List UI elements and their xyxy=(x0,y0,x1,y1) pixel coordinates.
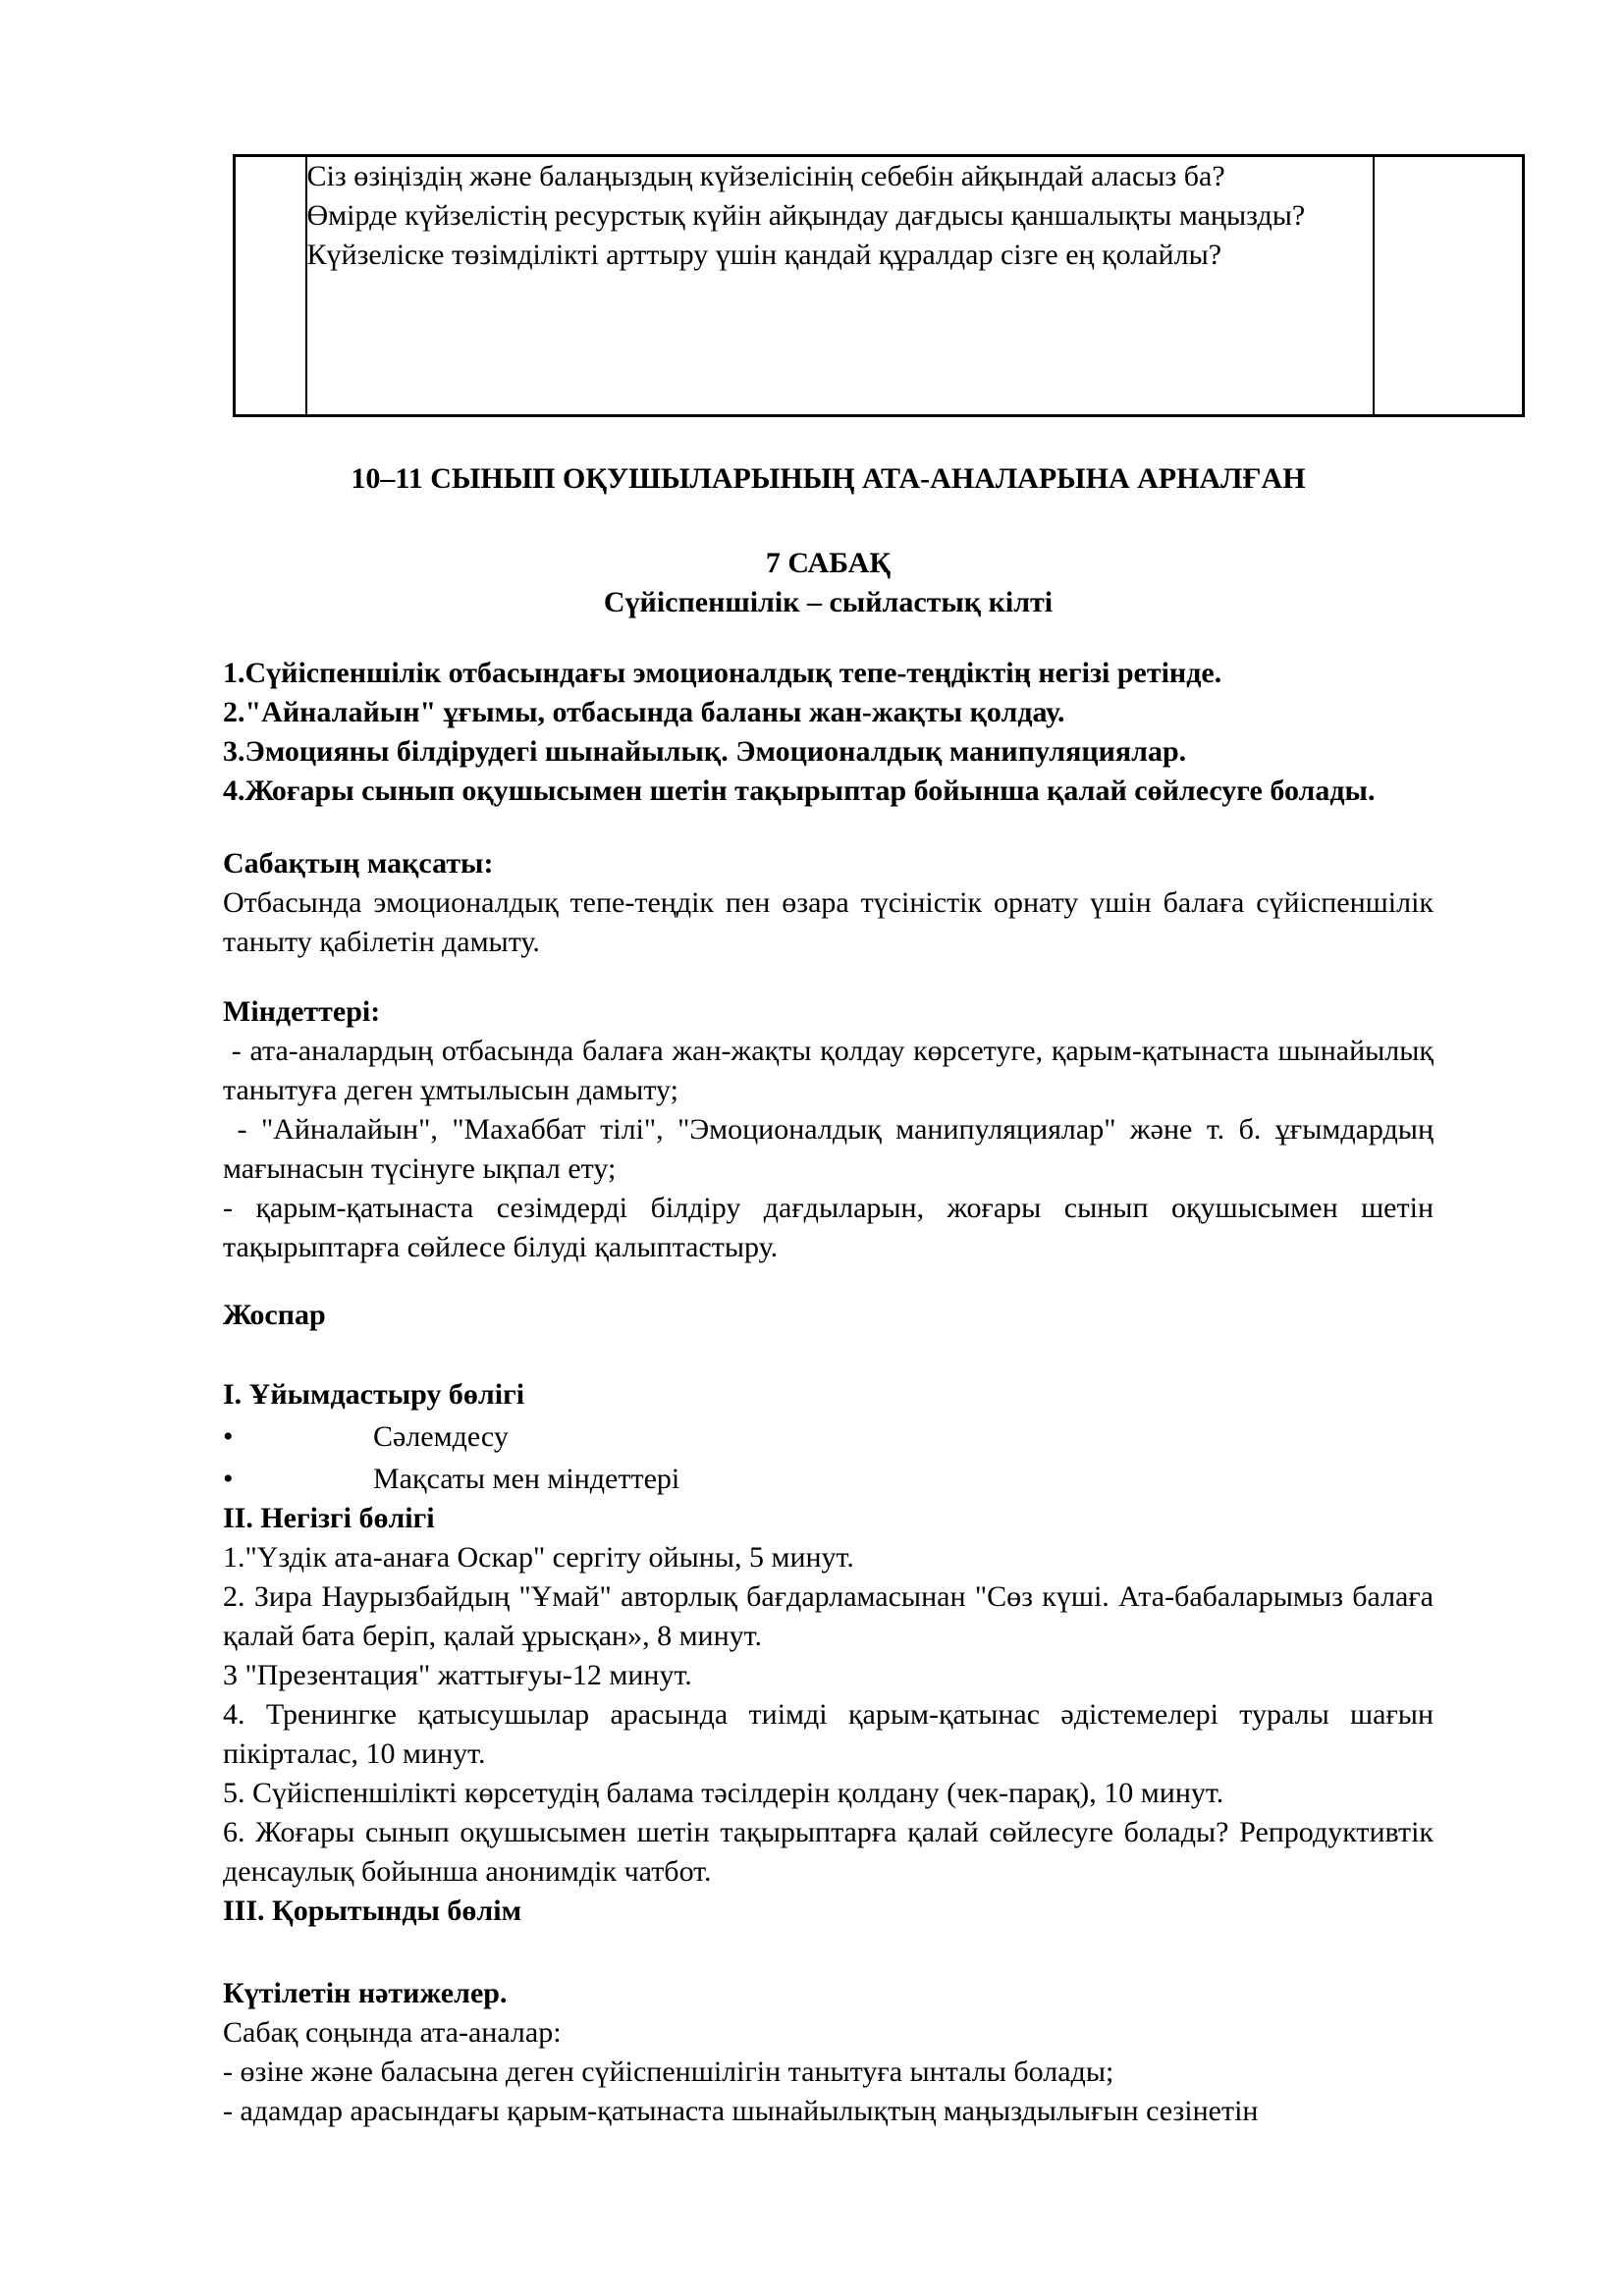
tasks-header: Міндеттері: xyxy=(223,995,381,1028)
task-item: - қарым-қатынаста сезімдерді білдіру дағдыларын, жоғары сынып оқушысымен шетін тақырыптарға сөйлесе білуді қалыптастыру. xyxy=(223,1192,1434,1263)
lesson-title: Сүйіспеншілік – сыйластық кілті xyxy=(603,586,1054,618)
table-cell-empty-right xyxy=(1374,156,1524,416)
result-item: - өзіне және баласына деген сүйіспеншілігін танытуға ынталы болады; xyxy=(223,2056,1114,2088)
plan-item: 2. Зира Наурызбайдың "Ұмай" авторлық бағдарламасынан "Сөз күші. Ата-бабаларымыз балаға қалай бата беріп, қалай ұрысқан», 8 минут. xyxy=(223,1580,1434,1652)
results-list xyxy=(223,2053,1434,2131)
table-cell-empty-left xyxy=(235,156,306,416)
lesson-number: 7 САБАҚ xyxy=(765,547,892,579)
list-item xyxy=(223,1460,1434,1499)
plan-part1-header: I. Ұйымдастыру бөлігі xyxy=(223,1378,525,1411)
question-text: Күйзеліске төзімділікті арттыру үшін қандай құралдар сізге ең қолайлы? xyxy=(306,239,1222,271)
plan-item: 5. Сүйіспеншілікті көрсетудің балама тәсілдерін қолдану (чек-парақ), 10 минут. xyxy=(223,1777,1224,1809)
table-row xyxy=(235,156,1524,416)
plan-header: Жоспар xyxy=(223,1299,326,1331)
plan-part2-list xyxy=(223,1538,1434,1892)
task-item: - ата-аналардың отбасында балаға жан-жақты қолдау көрсетуге, қарым-қатынаста шынайылық танытуға деген ұмтылысын дамыту; xyxy=(223,1035,1434,1106)
bullet-icon: • xyxy=(223,1463,234,1495)
plan-part1-list xyxy=(223,1417,1434,1499)
plan-part2-header: II. Негізгі бөлігі xyxy=(223,1502,435,1534)
goal-header: Сабақтың мақсаты: xyxy=(223,847,494,880)
page-title: 10–11 СЫНЫП ОҚУШЫЛАРЫНЫҢ АТА-АНАЛАРЫНА АРНАЛҒАН xyxy=(351,462,1306,495)
bullet-icon: • xyxy=(223,1420,234,1453)
goal-text: Отбасында эмоционалдық тепе-теңдік пен өзара түсіністік орнату үшін балаға сүйіспеншілік таныту қабілетін дамыту. xyxy=(223,886,1434,958)
list-item-label: Мақсаты мен міндеттері xyxy=(373,1463,680,1495)
question-text: Сіз өзіңіздің және балаңыздың күйзелісінің себебін айқындай аласыз ба? xyxy=(306,160,1225,192)
list-item-label: Сәлемдесу xyxy=(373,1420,509,1453)
plan-item: 4. Тренингке қатысушылар арасында тиімді қарым-қатынас әдістемелері туралы шағын пікірталас, 10 минут. xyxy=(223,1698,1434,1770)
topic-item: 4.Жоғары сынып оқушысымен шетін тақырыптар бойынша қалай сөйлесуге болады. xyxy=(223,774,1376,807)
results-header: Күтілетін нәтижелер. xyxy=(223,1977,508,2009)
plan-item: 3 "Презентация" жаттығуы-12 минут. xyxy=(223,1659,692,1691)
topics-list xyxy=(223,654,1434,811)
question-text: Өмірде күйзелістің ресурстық күйін айқындау дағдысы қаншалықты маңызды? xyxy=(306,199,1306,232)
plan-item: 1."Үздік ата-анаға Оскар" сергіту ойыны, 5 минут. xyxy=(223,1541,854,1574)
tasks-list xyxy=(223,1032,1434,1267)
topic-item: 2."Айналайын" ұғымы, отбасында баланы жан-жақты қолдау. xyxy=(223,696,1065,728)
questions-table xyxy=(233,154,1525,417)
table-cell-questions xyxy=(306,156,1374,416)
topic-item: 3.Эмоцияны білдірудегі шынайылық. Эмоционалдық манипуляциялар. xyxy=(223,735,1187,768)
plan-item: 6. Жоғары сынып оқушысымен шетін тақырыптарға қалай сөйлесуге болады? Репродуктивтік денсаулық бойынша анонимдік чатбот. xyxy=(223,1816,1434,1888)
result-item: - адамдар арасындағы қарым-қатынаста шынайылықтың маңыздылығын сезінетін xyxy=(223,2095,1259,2127)
task-item: - "Айналайын", "Махаббат тілі", "Эмоционалдық манипуляциялар" және т. б. ұғымдардың мағынасын түсінуге ықпал ету; xyxy=(223,1113,1434,1185)
topic-item: 1.Сүйіспеншілік отбасындағы эмоционалдық тепе-теңдіктің негізі ретінде. xyxy=(223,657,1222,689)
list-item xyxy=(223,1417,1434,1457)
results-intro: Сабақ соңында ата-аналар: xyxy=(223,2016,562,2049)
plan-part3-header: III. Қорытынды бөлім xyxy=(223,1895,522,1927)
